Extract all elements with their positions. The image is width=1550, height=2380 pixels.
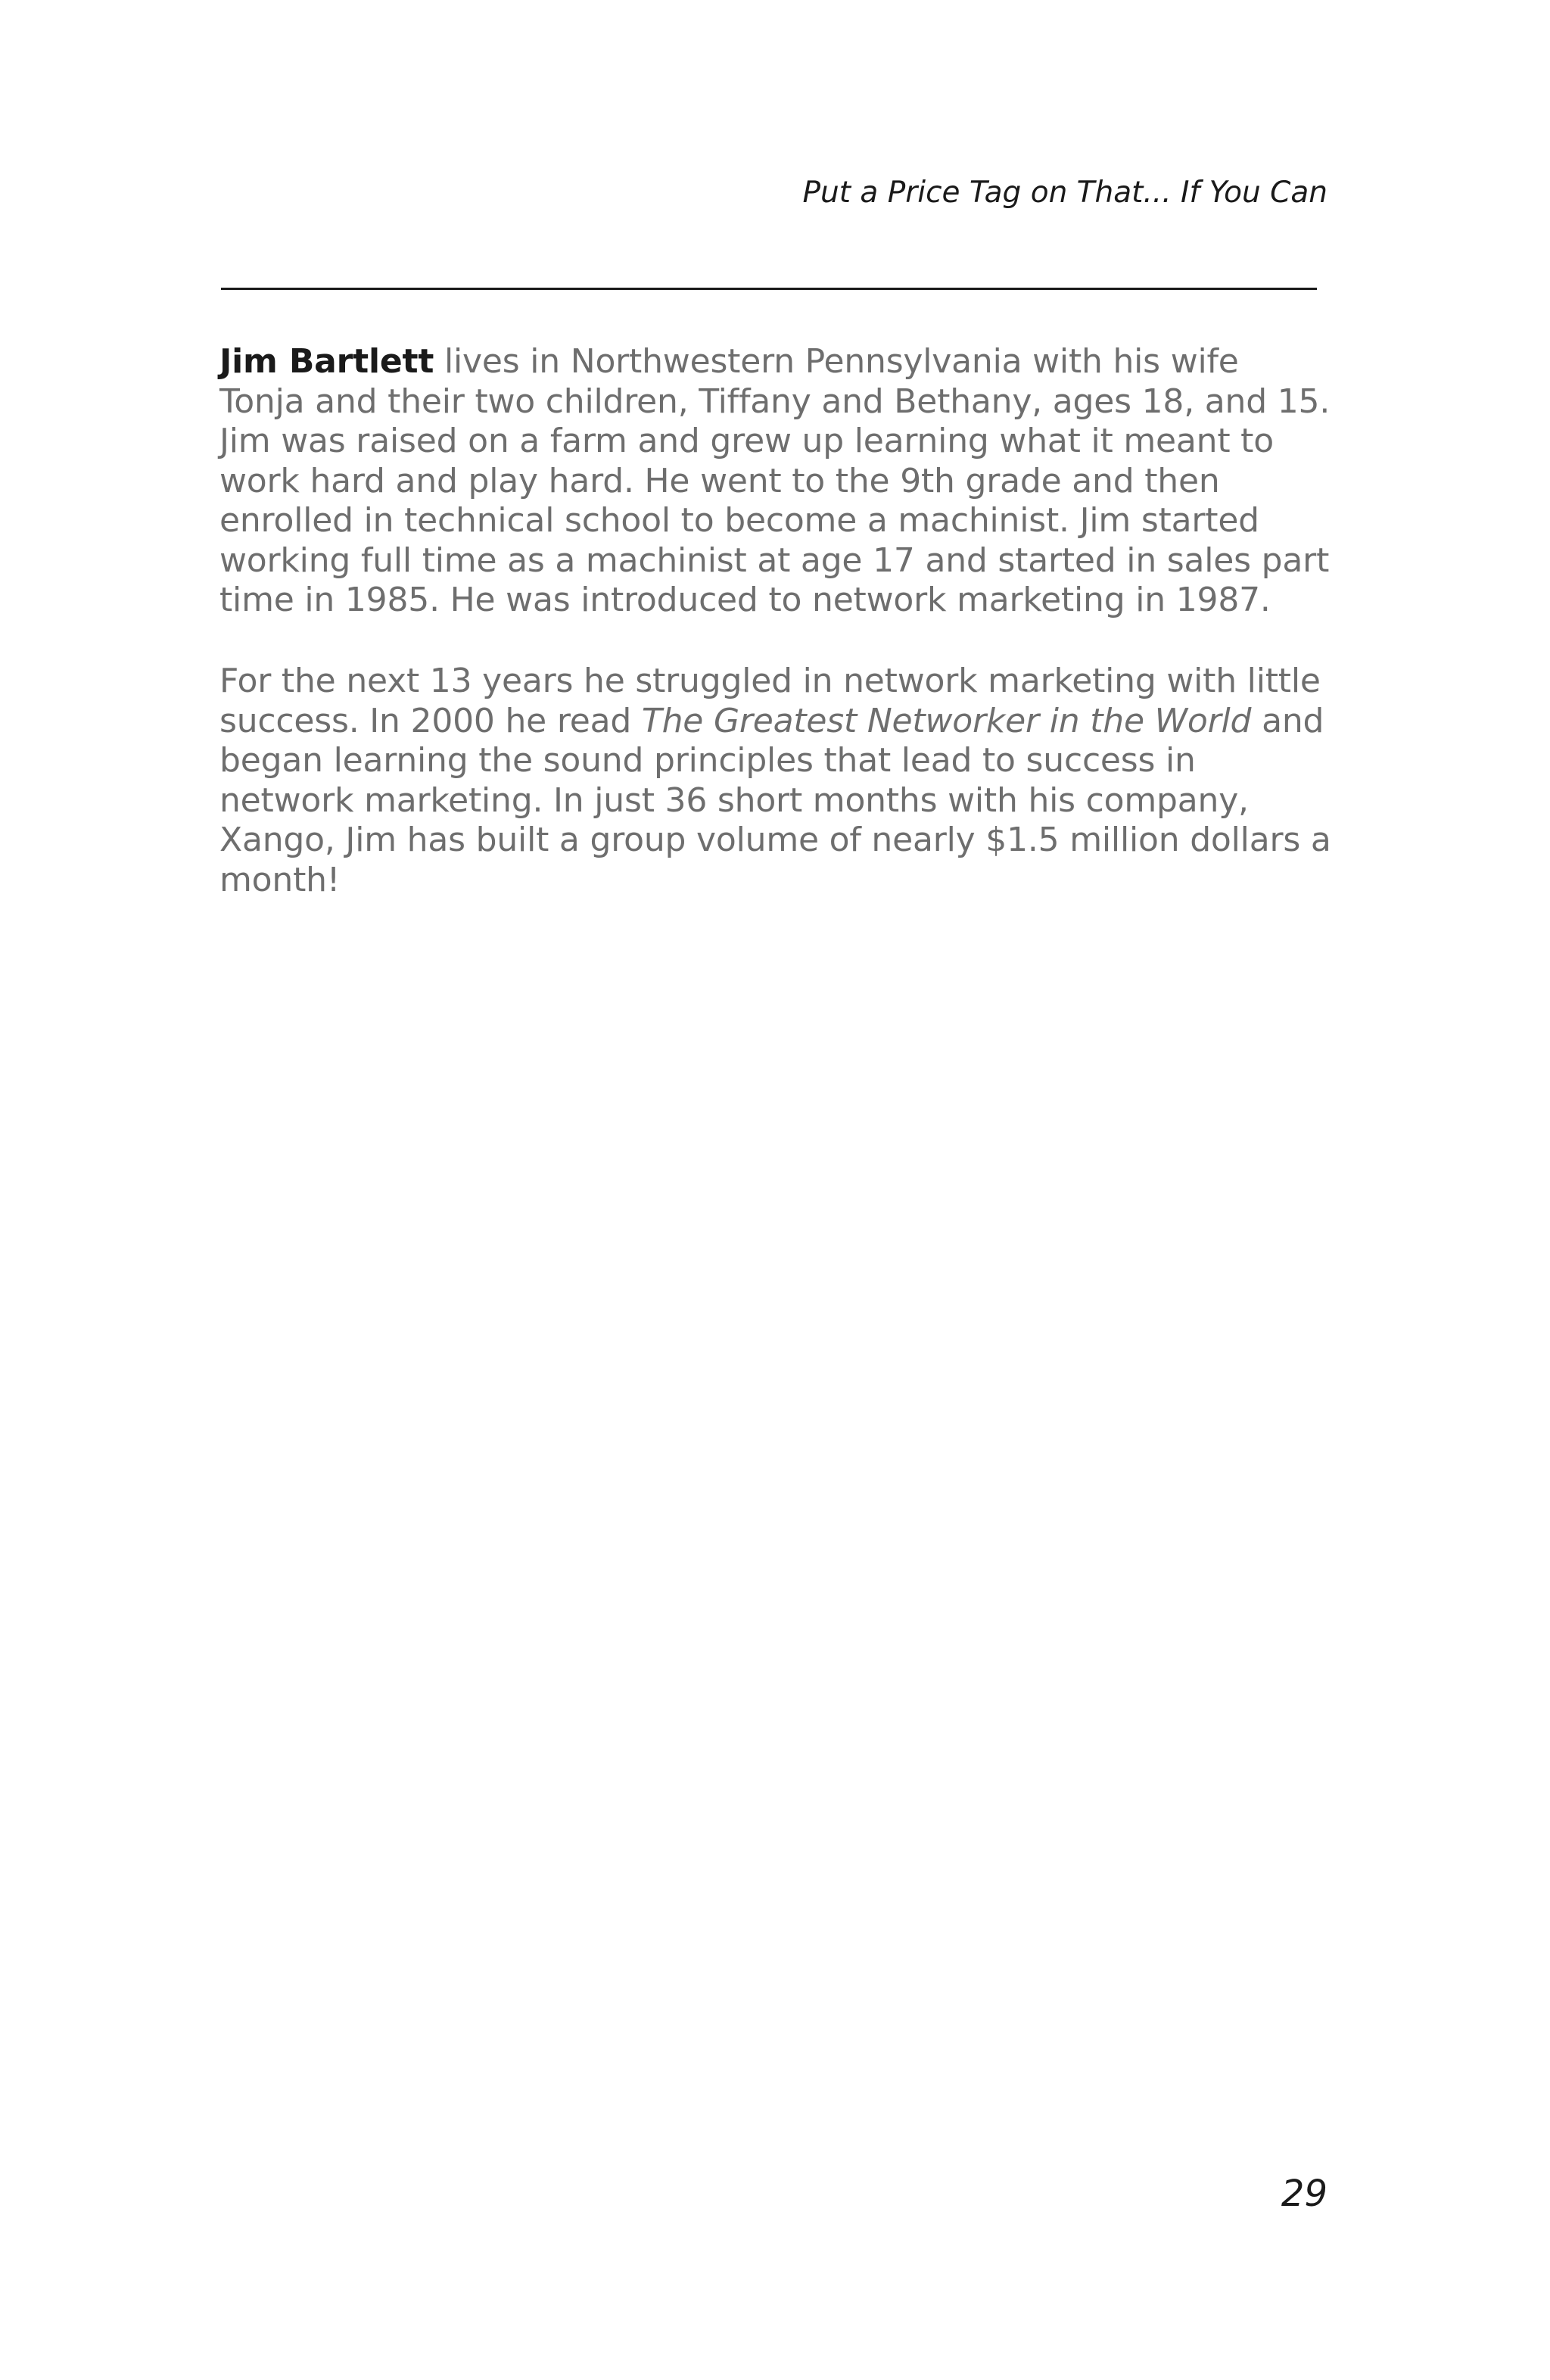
lead-name: Jim Bartlett: [219, 342, 434, 381]
page-number: 29: [1281, 2173, 1327, 2215]
running-header-title: Put a Price Tag on That... If You Can: [802, 176, 1327, 210]
header-divider: [221, 288, 1317, 290]
book-title: The Greatest Networker in the World: [641, 701, 1252, 740]
bio-paragraph-1: [219, 342, 1332, 621]
paragraph-2-text-before: For the next 13 years he struggled in network marketing with little success. In 2000 he read: [219, 662, 1321, 740]
paragraph-2-text-after: and began learning the sound principles that lead to success in network marketing. In just 36 short months with his company, Xango, Jim has built a group volume of nearly $1.5 million dollars a month!: [219, 701, 1331, 899]
paragraph-1-text: lives in Northwestern Pennsylvania with his wife Tonja and their two children, Tiffany and Bethany, ages 18, and 15. Jim was raised on a farm and grew up learning what it meant to work hard and play hard. He went to the 9th grade and then enrolled in technical school to become a machinist. Jim started working full time as a machinist at age 17 and started in sales part time in 1985. He was introduced to network marketing in 1987.: [219, 342, 1331, 619]
bio-paragraph-2: [219, 662, 1332, 900]
